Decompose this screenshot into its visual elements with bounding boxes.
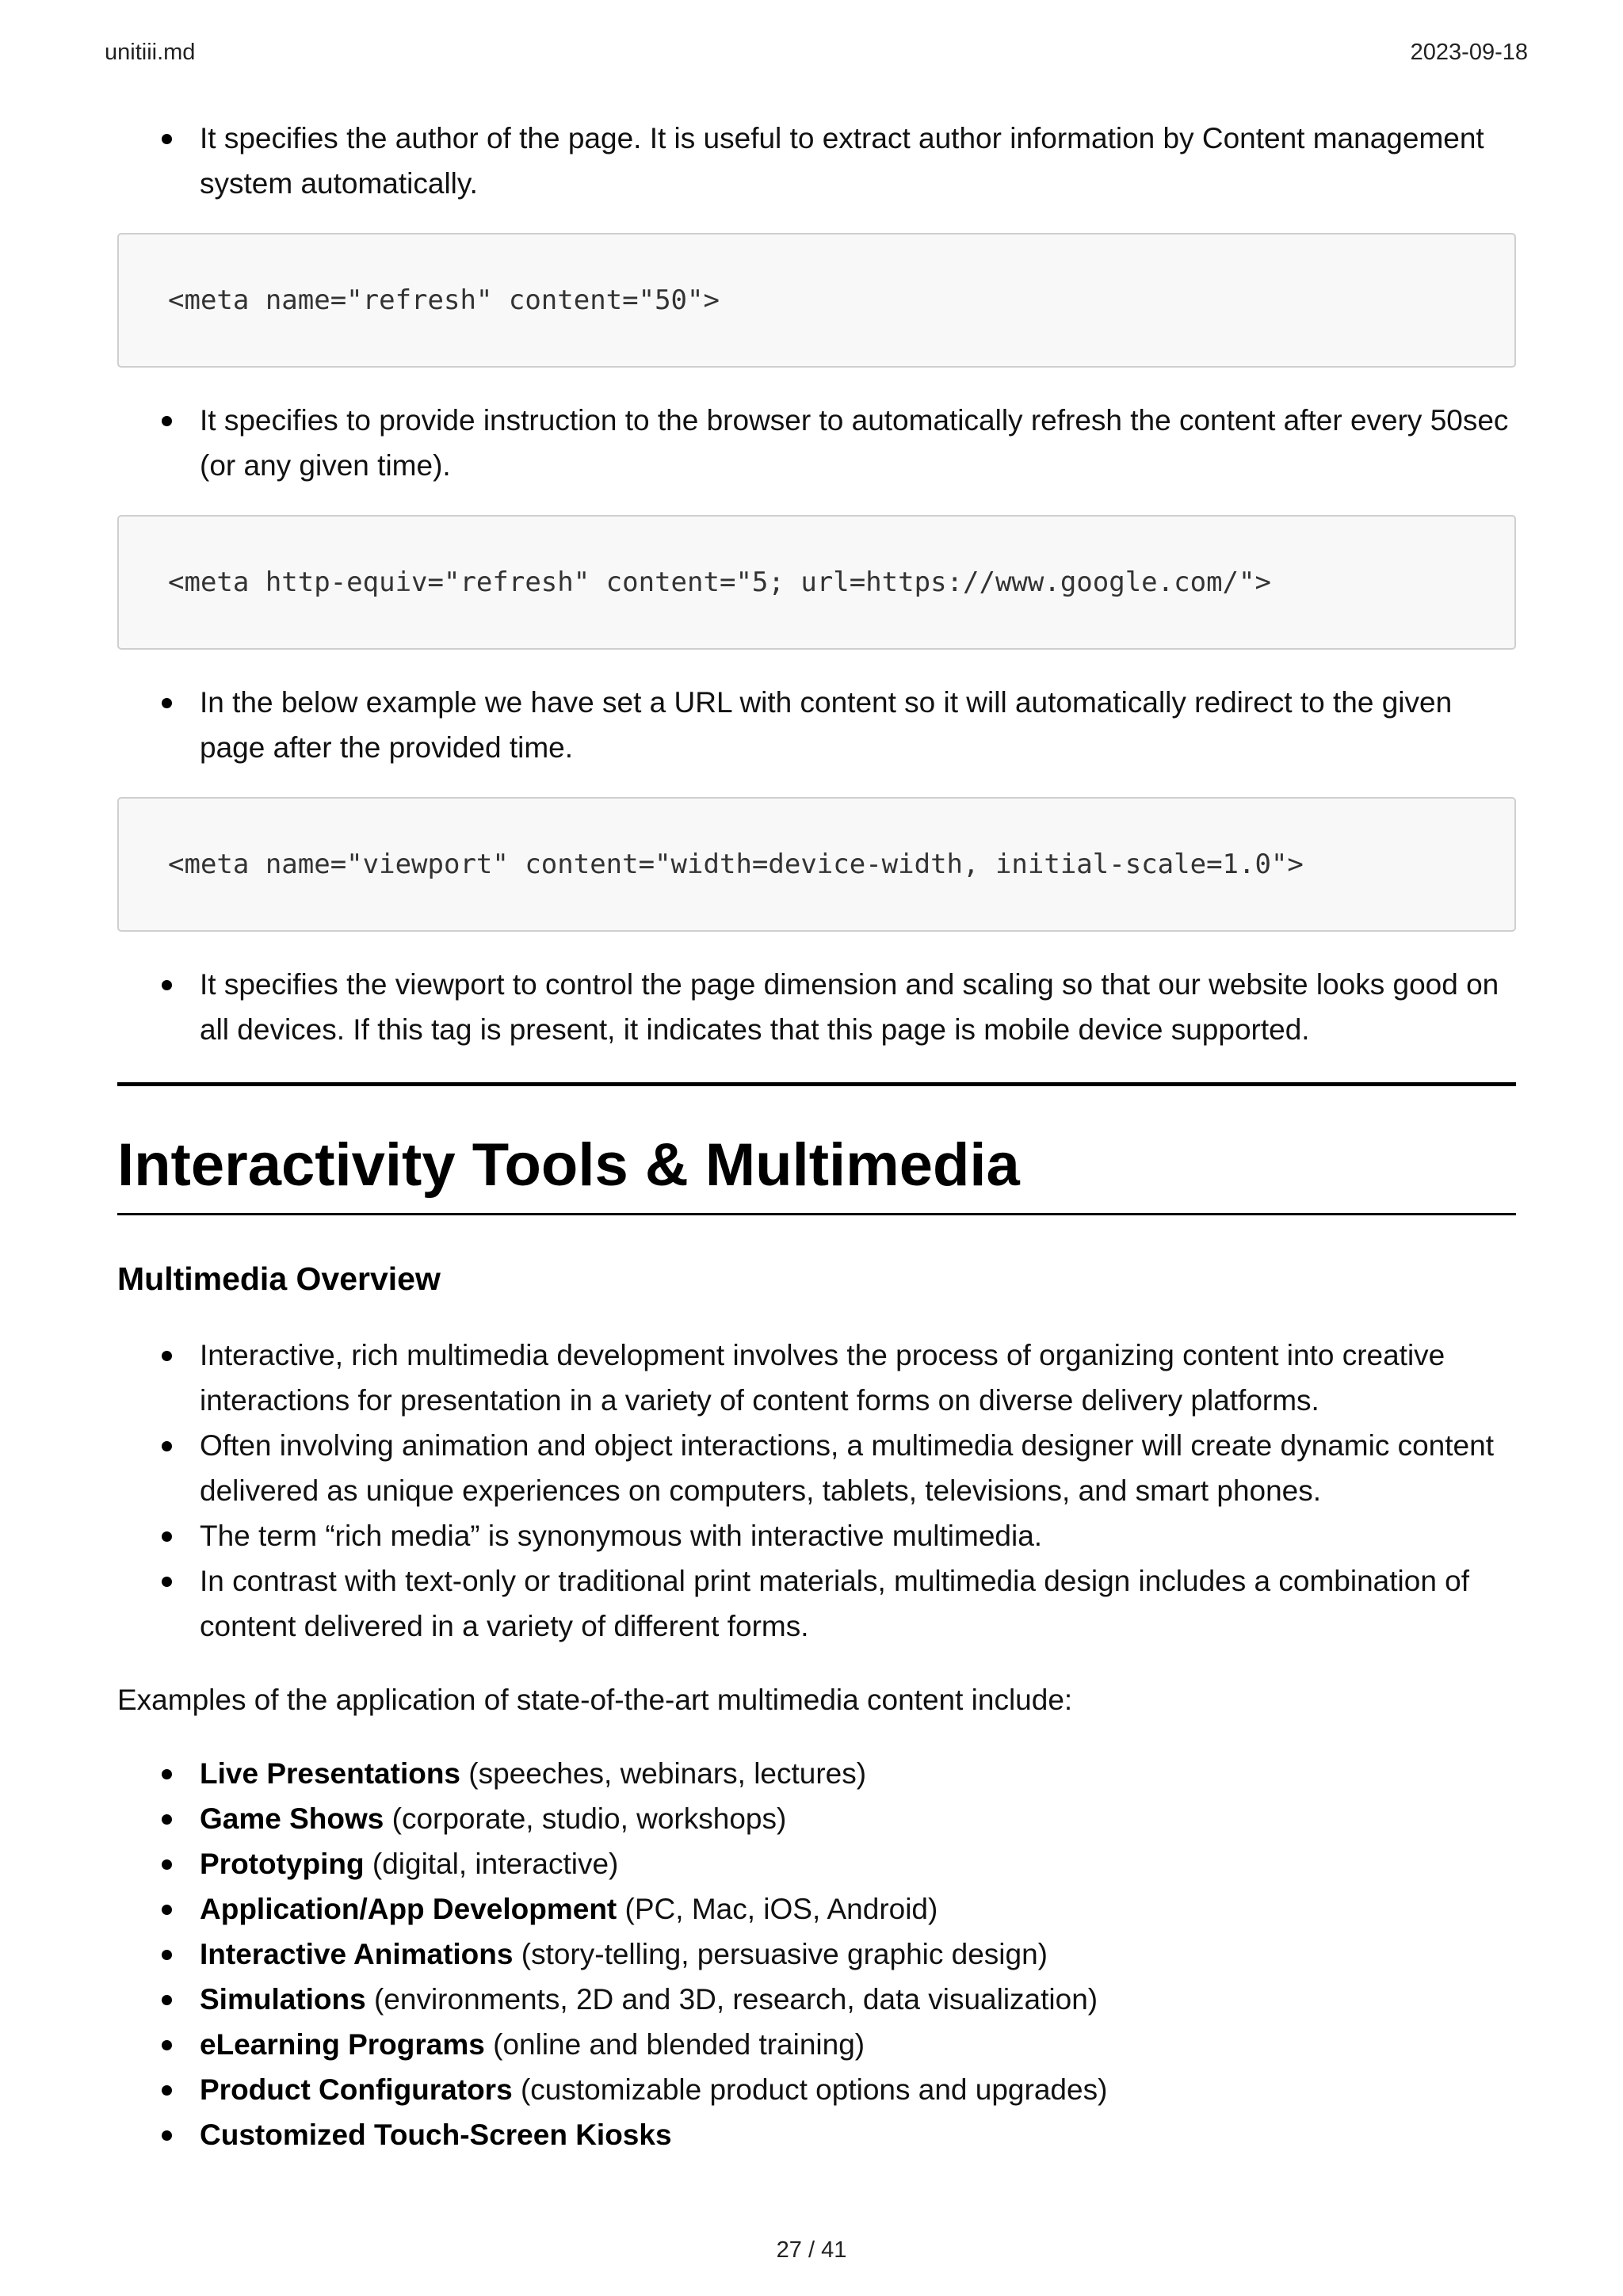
bullet-list-author — [117, 116, 1516, 206]
overview-bullet-list — [117, 1333, 1516, 1649]
example-detail: (speeches, webinars, lectures) — [460, 1757, 867, 1790]
examples-bullet-list — [117, 1751, 1516, 2157]
example-detail: (customizable product options and upgrades) — [512, 2073, 1108, 2106]
bullet-list-refresh — [117, 398, 1516, 488]
example-detail: (corporate, studio, workshops) — [384, 1802, 787, 1835]
list-item — [117, 1886, 1516, 1932]
list-item: Often involving animation and object interactions, a multimedia designer will create dynamic content delivered as unique experiences on computers, tablets, televisions, and smart phones. — [117, 1423, 1516, 1513]
list-item — [117, 2022, 1516, 2067]
horizontal-rule — [117, 1082, 1516, 1086]
page-number: 27 / 41 — [776, 2237, 847, 2263]
list-item — [117, 2067, 1516, 2112]
document-body — [117, 116, 1516, 2157]
example-term: Customized Touch-Screen Kiosks — [200, 2119, 672, 2151]
example-term: Live Presentations — [200, 1757, 461, 1790]
list-item: It specifies to provide instruction to the browser to automatically refresh the content after every 50sec (or any given time). — [117, 398, 1516, 488]
list-item — [117, 1932, 1516, 1977]
example-term: Simulations — [200, 1983, 366, 2016]
example-term: eLearning Programs — [200, 2028, 485, 2061]
bullet-list-viewport — [117, 962, 1516, 1052]
list-item: Interactive, rich multimedia development involves the process of organizing content into creative interactions for presentation in a variety of content forms on diverse delivery platforms. — [117, 1333, 1516, 1423]
example-term: Application/App Development — [200, 1893, 617, 1925]
list-item: It specifies the author of the page. It is useful to extract author information by Content management system automatically. — [117, 116, 1516, 206]
list-item: In contrast with text-only or traditional print materials, multimedia design includes a combination of content delivered in a variety of different forms. — [117, 1558, 1516, 1649]
code-block-refresh: <meta name="refresh" content="50"> — [117, 233, 1516, 368]
code-block-redirect: <meta http-equiv="refresh" content="5; url=https://www.google.com/"> — [117, 515, 1516, 650]
example-term: Prototyping — [200, 1848, 365, 1880]
subsection-heading: Multimedia Overview — [117, 1261, 441, 1297]
list-item — [117, 2112, 1516, 2157]
list-item — [117, 1796, 1516, 1841]
examples-intro: Examples of the application of state-of-the-art multimedia content include: — [117, 1684, 1073, 1716]
example-detail: (story-telling, persuasive graphic design) — [513, 1938, 1048, 1970]
example-detail: (digital, interactive) — [364, 1848, 619, 1880]
example-detail: (PC, Mac, iOS, Android) — [617, 1893, 938, 1925]
list-item: The term “rich media” is synonymous with interactive multimedia. — [117, 1513, 1516, 1558]
list-item: It specifies the viewport to control the page dimension and scaling so that our website looks good on all devices. If this tag is present, it indicates that this page is mobile device supported. — [117, 962, 1516, 1052]
document-filename: unitiii.md — [105, 40, 196, 65]
example-term: Game Shows — [200, 1802, 384, 1835]
list-item — [117, 1977, 1516, 2022]
example-term: Product Configurators — [200, 2073, 513, 2106]
list-item — [117, 1751, 1516, 1796]
example-detail: (online and blended training) — [484, 2028, 865, 2061]
section-heading: Interactivity Tools & Multimedia — [117, 1131, 1020, 1199]
code-block-viewport: <meta name="viewport" content="width=device-width, initial-scale=1.0"> — [117, 797, 1516, 932]
list-item — [117, 1841, 1516, 1886]
bullet-list-redirect — [117, 680, 1516, 770]
example-term: Interactive Animations — [200, 1938, 514, 1970]
document-date: 2023-09-18 — [1410, 40, 1528, 65]
example-detail: (environments, 2D and 3D, research, data visualization) — [365, 1983, 1098, 2016]
heading-underline — [117, 1213, 1516, 1215]
list-item: In the below example we have set a URL with content so it will automatically redirect to the given page after the provided time. — [117, 680, 1516, 770]
